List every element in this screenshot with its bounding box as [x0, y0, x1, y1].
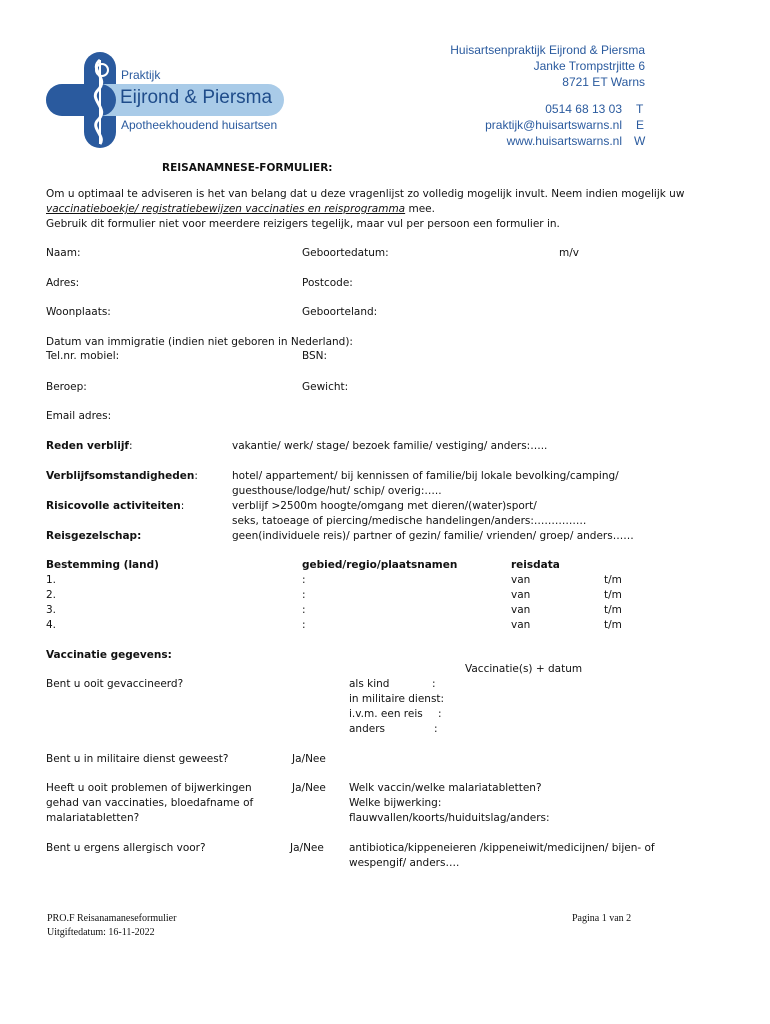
label-gewicht: Gewicht: — [302, 381, 349, 393]
option-anders: anders — [349, 723, 386, 735]
form-title: REISANAMNESE-FORMULIER: — [162, 162, 333, 174]
detail-bijwerkingen-1: Welk vaccin/welke malariatabletten? — [349, 782, 542, 794]
footer-document-name: PRO.F Reisanamaneseformulier — [47, 913, 177, 924]
verblijfsomstandigheden-options-2: guesthouse/lodge/hut/ schip/ overig:….. — [232, 485, 442, 497]
logo-line-name: Eijrond & Piersma — [120, 87, 273, 108]
reisgezelschap-label: Reisgezelschap: — [46, 530, 142, 542]
question-bijwerkingen-2: gehad van vaccinaties, bloedafname of — [46, 797, 254, 809]
practice-street: Janke Trompstrjitte 6 — [533, 59, 645, 73]
answer-bijwerkingen: Ja/Nee — [292, 782, 326, 794]
destination-row-colon: : — [302, 589, 306, 601]
reden-verblijf-options: vakantie/ werk/ stage/ bezoek familie/ vestiging/ anders:….. — [232, 440, 548, 452]
destination-row-tm: t/m — [604, 604, 622, 616]
label-email: Email adres: — [46, 410, 112, 422]
option-anders-colon: : — [434, 723, 438, 735]
label-immigratie: Datum van immigratie (indien niet geboren in Nederland): — [46, 336, 353, 348]
intro-line-1: Om u optimaal te adviseren is het van belang dat u deze vragenlijst zo volledig mogelijk invult. Neem indien mogelijk uw — [46, 188, 685, 200]
destination-row-tm: t/m — [604, 589, 622, 601]
label-geboorteland: Geboorteland: — [302, 306, 378, 318]
risicovolle-activiteiten-options-2: seks, tatoeage of piercing/medische handelingen/anders:…………… — [232, 515, 587, 527]
logo-line-subtitle: Apotheekhoudend huisartsen — [121, 118, 278, 132]
destination-row-tm: t/m — [604, 619, 622, 631]
practice-website: www.huisartswarns.nl — [506, 134, 622, 148]
option-reis-colon: : — [438, 708, 442, 720]
intro-line-2-rest: mee. — [405, 203, 435, 215]
vaccination-heading: Vaccinatie gegevens: — [46, 649, 172, 661]
destination-col-dates: reisdata — [511, 559, 560, 571]
option-reis: i.v.m. een reis — [349, 708, 423, 720]
answer-militaire-dienst: Ja/Nee — [292, 753, 326, 765]
destination-row-num: 2. — [46, 589, 57, 601]
question-bijwerkingen-3: malariatabletten? — [46, 812, 140, 824]
destination-row-van: van — [511, 604, 531, 616]
practice-website-key: W — [634, 134, 646, 148]
destination-col-region: gebied/regio/plaatsnamen — [302, 559, 458, 571]
question-allergie: Bent u ergens allergisch voor? — [46, 842, 206, 854]
vaccination-column-header: Vaccinatie(s) + datum — [465, 663, 583, 675]
label-geslacht: m/v — [559, 247, 579, 259]
question-ooit-gevaccineerd: Bent u ooit gevaccineerd? — [46, 678, 184, 690]
footer-issue-date: Uitgiftedatum: 16-11-2022 — [47, 927, 155, 938]
footer-page-number: Pagina 1 van 2 — [572, 913, 632, 924]
destination-row-tm: t/m — [604, 574, 622, 586]
practice-email: praktijk@huisartswarns.nl — [485, 118, 622, 132]
label-bsn: BSN: — [302, 350, 328, 362]
destination-row-colon: : — [302, 604, 306, 616]
label-tel-mobiel: Tel.nr. mobiel: — [46, 350, 120, 362]
intro-required-items: vaccinatieboekje/ registratiebewijzen vaccinaties en reisprogramma — [46, 203, 406, 215]
destination-row-van: van — [511, 619, 531, 631]
destination-row-num: 4. — [46, 619, 57, 631]
verblijfsomstandigheden-options-1: hotel/ appartement/ bij kennissen of familie/bij lokale bevolking/camping/ — [232, 470, 619, 482]
practice-logo — [44, 48, 289, 152]
label-beroep: Beroep: — [46, 381, 87, 393]
practice-name: Huisartsenpraktijk Eijrond & Piersma — [450, 43, 645, 57]
destination-row-colon: : — [302, 619, 306, 631]
destination-row-colon: : — [302, 574, 306, 586]
label-woonplaats: Woonplaats: — [46, 306, 111, 318]
detail-allergie-2: wespengif/ anders…. — [349, 857, 460, 869]
question-bijwerkingen-1: Heeft u ooit problemen of bijwerkingen — [46, 782, 252, 794]
question-militaire-dienst: Bent u in militaire dienst geweest? — [46, 753, 229, 765]
destination-col-country: Bestemming (land) — [46, 559, 159, 571]
intro-line-3: Gebruik dit formulier niet voor meerdere reizigers tegelijk, maar vul per persoon een formulier in. — [46, 218, 560, 230]
logo-line-praktijk: Praktijk — [121, 68, 161, 82]
practice-phone-key: T — [636, 102, 644, 116]
label-geboortedatum: Geboortedatum: — [302, 247, 389, 259]
destination-row-van: van — [511, 574, 531, 586]
risicovolle-activiteiten-label: Risicovolle activiteiten: — [46, 500, 185, 512]
practice-email-key: E — [636, 118, 645, 132]
label-postcode: Postcode: — [302, 277, 353, 289]
destination-row-van: van — [511, 589, 531, 601]
reden-verblijf-label: Reden verblijf: — [46, 440, 133, 452]
label-adres: Adres: — [46, 277, 80, 289]
option-militaire-dienst: in militaire dienst: — [349, 693, 445, 705]
intro-line-2 — [46, 202, 435, 216]
option-als-kind-colon: : — [432, 678, 436, 690]
detail-bijwerkingen-2: Welke bijwerking: — [349, 797, 442, 809]
practice-city: 8721 ET Warns — [562, 75, 645, 89]
reisgezelschap-options: geen(individuele reis)/ partner of gezin/ familie/ vrienden/ groep/ anders…… — [232, 530, 634, 542]
option-als-kind: als kind — [349, 678, 390, 690]
answer-allergie: Ja/Nee — [290, 842, 324, 854]
destination-row-num: 3. — [46, 604, 57, 616]
label-naam: Naam: — [46, 247, 81, 259]
detail-allergie-1: antibiotica/kippeneieren /kippeneiwit/medicijnen/ bijen- of — [349, 842, 655, 854]
risicovolle-activiteiten-options-1: verblijf >2500m hoogte/omgang met dieren/(water)sport/ — [232, 500, 537, 512]
verblijfsomstandigheden-label: Verblijfsomstandigheden: — [46, 470, 198, 482]
detail-bijwerkingen-3: flauwvallen/koorts/huiduitslag/anders: — [349, 812, 550, 824]
destination-row-num: 1. — [46, 574, 57, 586]
practice-phone: 0514 68 13 03 — [545, 102, 622, 116]
